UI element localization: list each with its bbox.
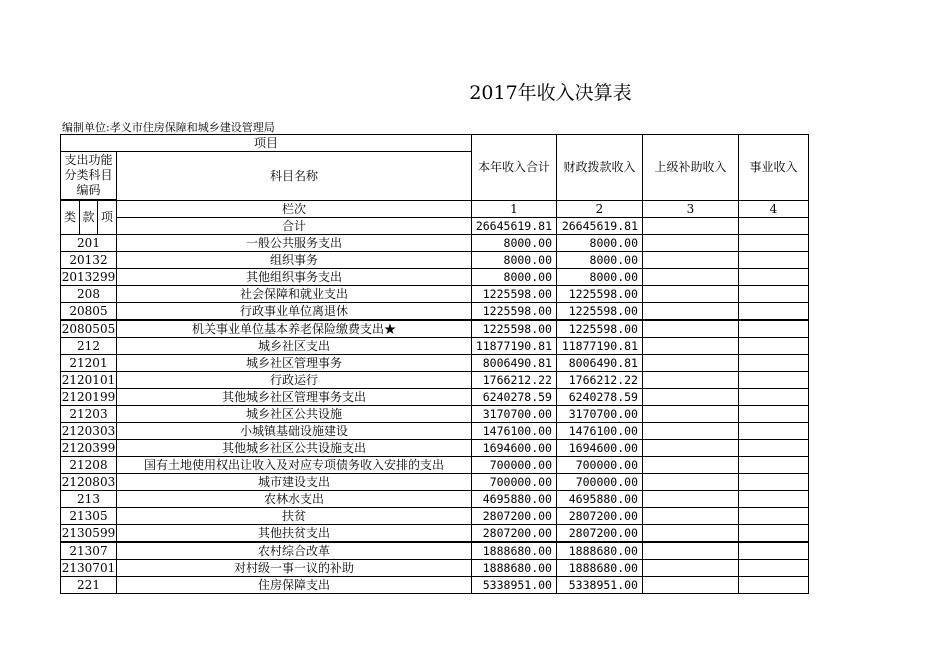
row-subject-name: 其他扶贫支出 xyxy=(117,525,472,543)
row-business xyxy=(739,218,809,235)
row-subject-name: 住房保障支出 xyxy=(117,577,472,594)
row-code: 20805 xyxy=(61,303,117,321)
row-total: 1694600.00 xyxy=(472,440,557,457)
row-superior xyxy=(643,252,739,269)
row-subject-name: 行政事业单位离退休 xyxy=(117,303,472,321)
row-superior xyxy=(643,525,739,543)
col-num-1: 1 xyxy=(472,201,557,218)
row-fiscal: 11877190.81 xyxy=(557,338,643,355)
row-total: 700000.00 xyxy=(472,474,557,491)
row-business xyxy=(739,508,809,525)
header-fiscal: 财政拨款收入 xyxy=(557,135,643,201)
row-code: 2120199 xyxy=(61,389,116,404)
row-subject-name: 国有土地使用权出让收入及对应专项债务收入安排的支出 xyxy=(117,457,472,474)
row-subject-name: 组织事务 xyxy=(117,252,472,269)
table-row xyxy=(61,286,809,303)
header-func-code: 支出功能分类科目编码 xyxy=(61,152,117,200)
table-row xyxy=(61,252,809,269)
row-fiscal: 8000.00 xyxy=(557,269,643,286)
row-superior xyxy=(643,406,739,423)
row-total: 26645619.81 xyxy=(472,218,557,235)
row-superior xyxy=(643,457,739,474)
revenue-table xyxy=(60,134,809,594)
header-subject-name: 科目名称 xyxy=(117,152,472,201)
row-business xyxy=(739,355,809,372)
row-fiscal: 8000.00 xyxy=(557,252,643,269)
row-superior xyxy=(643,542,739,560)
row-superior xyxy=(643,577,739,594)
row-business xyxy=(739,320,809,338)
col-num-4: 4 xyxy=(739,201,809,218)
header-lei: 类 xyxy=(61,201,80,235)
row-total: 3170700.00 xyxy=(472,406,557,423)
row-business xyxy=(739,457,809,474)
table-row xyxy=(61,525,809,543)
row-superior xyxy=(643,286,739,303)
table-row xyxy=(61,355,809,372)
table-row xyxy=(61,372,809,389)
row-business xyxy=(739,423,809,440)
row-subject-name: 扶贫 xyxy=(117,508,472,525)
page-title: 2017年收入决算表 xyxy=(469,82,632,104)
table-row xyxy=(61,440,809,457)
table-row xyxy=(61,235,809,252)
row-total: 2807200.00 xyxy=(472,525,557,543)
header-lanci: 栏次 xyxy=(117,201,472,218)
row-subject-name: 机关事业单位基本养老保险缴费支出★ xyxy=(117,320,472,338)
row-superior xyxy=(643,560,739,577)
row-superior xyxy=(643,269,739,286)
row-code: 2120303 xyxy=(61,423,116,438)
header-row-project xyxy=(61,135,809,152)
row-subject-name: 社会保障和就业支出 xyxy=(117,286,472,303)
row-fiscal: 2807200.00 xyxy=(557,508,643,525)
row-code: 20132 xyxy=(61,252,117,269)
row-fiscal: 8006490.81 xyxy=(557,355,643,372)
row-superior xyxy=(643,303,739,321)
row-superior xyxy=(643,355,739,372)
row-fiscal: 1225598.00 xyxy=(557,320,643,338)
row-superior xyxy=(643,218,739,235)
table-row xyxy=(61,423,809,440)
row-superior xyxy=(643,389,739,406)
row-superior xyxy=(643,423,739,440)
row-fiscal: 6240278.59 xyxy=(557,389,643,406)
row-code: 212 xyxy=(61,338,117,355)
row-fiscal: 4695880.00 xyxy=(557,491,643,508)
row-code: 2130599 xyxy=(61,525,117,543)
table-row xyxy=(61,320,809,338)
row-code: 2013299 xyxy=(61,269,116,284)
row-business xyxy=(739,389,809,406)
row-business xyxy=(739,406,809,423)
row-superior xyxy=(643,491,739,508)
row-total: 8000.00 xyxy=(472,269,557,286)
row-total: 1225598.00 xyxy=(472,320,557,338)
row-subject-name: 对村级一事一议的补助 xyxy=(117,560,472,577)
row-total: 8006490.81 xyxy=(472,355,557,372)
header-total: 本年收入合计 xyxy=(472,135,557,201)
row-subject-name: 行政运行 xyxy=(117,372,472,389)
row-code: 201 xyxy=(61,235,117,252)
row-fiscal: 1694600.00 xyxy=(557,440,643,457)
row-fiscal: 5338951.00 xyxy=(557,577,643,594)
row-code: 2120101 xyxy=(61,372,116,387)
compiling-unit xyxy=(62,119,275,135)
row-fiscal: 2807200.00 xyxy=(557,525,643,543)
row-fiscal: 700000.00 xyxy=(557,457,643,474)
row-total: 2807200.00 xyxy=(472,508,557,525)
row-total: 8000.00 xyxy=(472,235,557,252)
table-row xyxy=(61,508,809,525)
row-business xyxy=(739,303,809,321)
row-total: 1888680.00 xyxy=(472,542,557,560)
row-code: 2080505 xyxy=(61,321,116,336)
row-business xyxy=(739,577,809,594)
row-business xyxy=(739,269,809,286)
row-total: 8000.00 xyxy=(472,252,557,269)
header-business: 事业收入 xyxy=(739,135,809,201)
row-business xyxy=(739,286,809,303)
row-superior xyxy=(643,474,739,491)
row-total: 4695880.00 xyxy=(472,491,557,508)
row-code: 2130701 xyxy=(61,560,116,575)
table-row xyxy=(61,491,809,508)
row-superior xyxy=(643,320,739,338)
col-num-2: 2 xyxy=(557,201,643,218)
row-code: 2120803 xyxy=(61,474,116,489)
row-fiscal: 8000.00 xyxy=(557,235,643,252)
row-total: 1225598.00 xyxy=(472,303,557,321)
table-row xyxy=(61,457,809,474)
compiling-unit-name: 孝义市住房保障和城乡建设管理局 xyxy=(109,121,275,134)
row-fiscal: 1225598.00 xyxy=(557,286,643,303)
table-row xyxy=(61,269,809,286)
row-subject-name: 合计 xyxy=(117,218,472,235)
row-subject-name: 农林水支出 xyxy=(117,491,472,508)
row-code: 213 xyxy=(61,491,117,508)
row-total: 1888680.00 xyxy=(472,560,557,577)
row-code: 21305 xyxy=(61,508,117,525)
header-kuan: 款 xyxy=(80,201,98,235)
row-subject-name: 小城镇基础设施建设 xyxy=(117,423,472,440)
table-row xyxy=(61,218,809,235)
row-code: 21201 xyxy=(61,355,117,372)
row-total: 5338951.00 xyxy=(472,577,557,594)
row-business xyxy=(739,235,809,252)
header-xiang: 项 xyxy=(98,201,117,235)
row-subject-name: 其他组织事务支出 xyxy=(117,269,472,286)
table-row xyxy=(61,406,809,423)
row-total: 1766212.22 xyxy=(472,372,557,389)
row-fiscal: 1888680.00 xyxy=(557,560,643,577)
row-business xyxy=(739,542,809,560)
row-fiscal: 3170700.00 xyxy=(557,406,643,423)
row-code: 208 xyxy=(61,286,117,303)
row-business xyxy=(739,440,809,457)
col-num-3: 3 xyxy=(643,201,739,218)
row-business xyxy=(739,491,809,508)
row-fiscal: 1476100.00 xyxy=(557,423,643,440)
row-total: 6240278.59 xyxy=(472,389,557,406)
row-business xyxy=(739,525,809,543)
row-subject-name: 城乡社区管理事务 xyxy=(117,355,472,372)
row-superior xyxy=(643,508,739,525)
table-row xyxy=(61,474,809,491)
compiling-unit-label: 编制单位: xyxy=(62,121,110,134)
row-code: 21208 xyxy=(61,457,117,474)
row-superior xyxy=(643,440,739,457)
header-row-lanci xyxy=(61,201,809,218)
row-code: 221 xyxy=(61,577,117,594)
row-subject-name: 城市建设支出 xyxy=(117,474,472,491)
row-total: 1225598.00 xyxy=(472,286,557,303)
row-business xyxy=(739,252,809,269)
table-row xyxy=(61,560,809,577)
row-subject-name: 城乡社区支出 xyxy=(117,338,472,355)
row-total: 11877190.81 xyxy=(472,338,557,355)
header-project: 项目 xyxy=(61,135,472,152)
row-total: 1476100.00 xyxy=(472,423,557,440)
row-subject-name: 城乡社区公共设施 xyxy=(117,406,472,423)
row-total: 700000.00 xyxy=(472,457,557,474)
header-superior: 上级补助收入 xyxy=(643,135,739,201)
row-subject-name: 农村综合改革 xyxy=(117,542,472,560)
table-row xyxy=(61,542,809,560)
row-superior xyxy=(643,338,739,355)
row-subject-name: 其他城乡社区管理事务支出 xyxy=(117,389,472,406)
table-row xyxy=(61,389,809,406)
row-business xyxy=(739,560,809,577)
row-code: 2120399 xyxy=(61,440,116,455)
table-row xyxy=(61,577,809,594)
table-row xyxy=(61,338,809,355)
row-fiscal: 26645619.81 xyxy=(557,218,643,235)
row-fiscal: 700000.00 xyxy=(557,474,643,491)
row-fiscal: 1225598.00 xyxy=(557,303,643,321)
row-fiscal: 1888680.00 xyxy=(557,542,643,560)
row-superior xyxy=(643,372,739,389)
row-superior xyxy=(643,235,739,252)
row-subject-name: 其他城乡社区公共设施支出 xyxy=(117,440,472,457)
row-code: 21307 xyxy=(61,542,117,560)
row-business xyxy=(739,338,809,355)
row-business xyxy=(739,474,809,491)
row-fiscal: 1766212.22 xyxy=(557,372,643,389)
row-subject-name: 一般公共服务支出 xyxy=(117,235,472,252)
table-row xyxy=(61,303,809,321)
row-business xyxy=(739,372,809,389)
row-code: 21203 xyxy=(61,406,117,423)
